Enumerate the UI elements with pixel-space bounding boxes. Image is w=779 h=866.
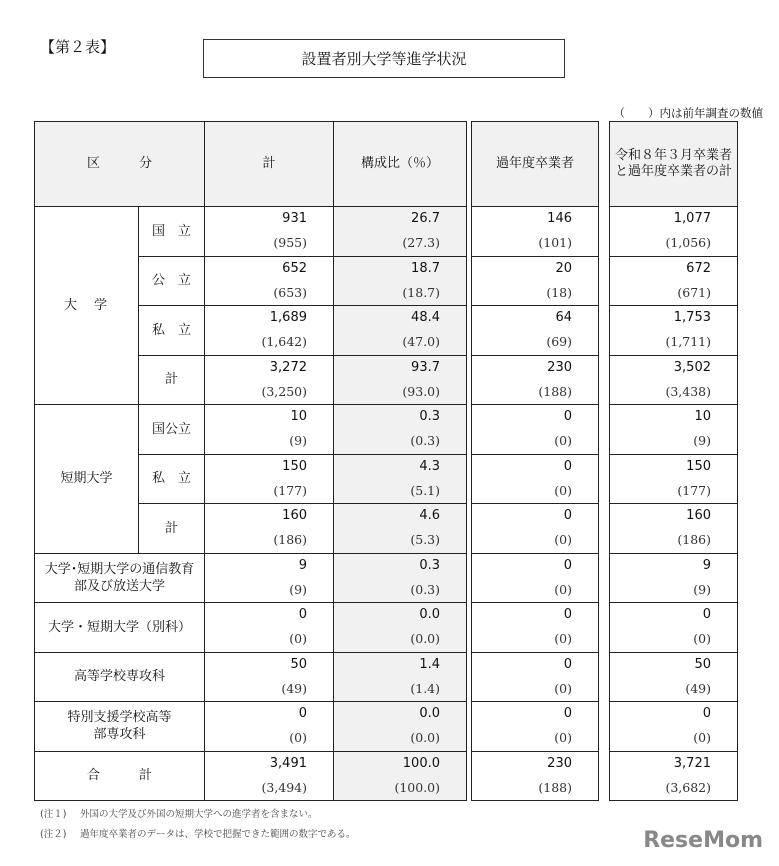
row-sublabel: 計	[139, 355, 205, 405]
cell-combined	[610, 702, 738, 752]
footnote-number: (注１)	[40, 809, 67, 820]
prev-value: (671)	[677, 284, 711, 300]
value: 160	[282, 508, 307, 524]
prev-value: (5.1)	[410, 482, 440, 498]
cell-combined	[610, 504, 738, 554]
value: 3,272	[269, 359, 307, 375]
cell-ratio	[334, 405, 467, 455]
value: 10	[694, 409, 711, 425]
cell-prev-grad	[472, 702, 599, 752]
prev-value: (0.3)	[410, 433, 440, 449]
table-row	[35, 207, 467, 257]
prev-value: (0)	[289, 631, 307, 647]
prev-value: (653)	[273, 284, 307, 300]
prev-value: (0)	[693, 730, 711, 746]
cell-total	[205, 256, 334, 306]
cell-ratio	[334, 256, 467, 306]
value: 3,721	[673, 755, 711, 771]
cell-ratio	[334, 454, 467, 504]
prev-value: (0)	[554, 433, 572, 449]
cell-prev-grad	[472, 553, 599, 603]
table-row-grand-total	[35, 751, 467, 801]
prev-value: (186)	[677, 532, 711, 548]
table-row	[35, 702, 467, 752]
prev-value: (0.0)	[410, 631, 440, 647]
previous-year-note: （ ）内は前年調査の数値	[613, 106, 763, 120]
resemom-logo: ReseMom	[643, 828, 763, 853]
cell-combined	[610, 652, 738, 702]
prev-value: (188)	[538, 383, 572, 399]
value: 1,077	[673, 211, 711, 227]
value: 0	[702, 706, 711, 722]
row-sublabel: 国公立	[139, 405, 205, 455]
cell-ratio	[334, 603, 467, 653]
value: 0.0	[419, 607, 440, 623]
cell-total	[205, 207, 334, 257]
row-label: 合 計	[35, 751, 205, 801]
header-total: 計	[205, 122, 334, 207]
value: 0	[298, 706, 307, 722]
cell-prev-grad	[472, 454, 599, 504]
prev-value: (3,438)	[665, 383, 711, 399]
cell-combined	[610, 454, 738, 504]
value: 18.7	[411, 260, 440, 276]
prev-value: (3,250)	[261, 383, 307, 399]
prev-value: (177)	[273, 482, 307, 498]
cell-total	[205, 702, 334, 752]
value: 0.3	[419, 557, 440, 573]
prev-value: (0)	[554, 631, 572, 647]
row-sublabel: 国 立	[139, 207, 205, 257]
prev-value: (955)	[273, 235, 307, 251]
value: 10	[290, 409, 307, 425]
value: 0	[563, 557, 572, 573]
value: 1,689	[269, 310, 307, 326]
cell-total	[205, 504, 334, 554]
cell-total	[205, 454, 334, 504]
prev-value: (47.0)	[402, 334, 440, 350]
footnote-text: 過年度卒業者のデータは、学校で把握できた範囲の数字である。	[80, 829, 356, 840]
value: 0	[298, 607, 307, 623]
prev-value: (100.0)	[394, 779, 440, 795]
cell-prev-grad	[472, 504, 599, 554]
prev-value: (49)	[685, 680, 711, 696]
prev-value: (5.3)	[410, 532, 440, 548]
footnotes	[40, 805, 356, 845]
value: 50	[694, 656, 711, 672]
prev-value: (0)	[554, 581, 572, 597]
value: 100.0	[402, 755, 440, 771]
cell-prev-grad	[472, 405, 599, 455]
prev-value: (18.7)	[402, 284, 440, 300]
cell-combined	[610, 256, 738, 306]
prev-value: (1,711)	[665, 334, 711, 350]
prev-value: (9)	[693, 581, 711, 597]
cell-combined	[610, 355, 738, 405]
table-row	[35, 405, 467, 455]
cell-prev-grad	[472, 652, 599, 702]
prev-value: (0)	[693, 631, 711, 647]
value: 48.4	[411, 310, 440, 326]
prev-value: (0)	[554, 532, 572, 548]
footnote	[40, 825, 356, 845]
prev-value: (101)	[538, 235, 572, 251]
cell-prev-grad	[472, 751, 599, 801]
prev-value: (1,642)	[261, 334, 307, 350]
value: 1,753	[673, 310, 711, 326]
value: 230	[547, 359, 572, 375]
prev-value: (9)	[289, 433, 307, 449]
prev-value: (49)	[281, 680, 307, 696]
value: 1.4	[419, 656, 440, 672]
combined-total-table	[609, 121, 738, 801]
prev-value: (0)	[554, 680, 572, 696]
cell-ratio	[334, 553, 467, 603]
row-label: 大学･短期大学の通信教育部及び放送大学	[35, 553, 205, 603]
row-sublabel: 計	[139, 504, 205, 554]
cell-combined	[610, 603, 738, 653]
row-sublabel: 公 立	[139, 256, 205, 306]
cell-total	[205, 306, 334, 356]
main-table	[34, 121, 467, 801]
table-number-label: 【第２表】	[40, 38, 116, 56]
cell-combined	[610, 207, 738, 257]
value: 50	[290, 656, 307, 672]
value: 146	[547, 211, 572, 227]
cell-prev-grad	[472, 603, 599, 653]
prev-value: (1,056)	[665, 235, 711, 251]
value: 0	[563, 508, 572, 524]
prev-value: (0.0)	[410, 730, 440, 746]
cell-total	[205, 405, 334, 455]
cell-ratio	[334, 306, 467, 356]
prev-value: (0)	[554, 730, 572, 746]
group-label-junior-college: 短期大学	[35, 405, 139, 554]
value: 3,502	[673, 359, 711, 375]
footnote-text: 外国の大学及び外国の短期大学への進学者を含まない。	[80, 809, 318, 820]
row-sublabel: 私 立	[139, 306, 205, 356]
cell-ratio	[334, 702, 467, 752]
value: 9	[702, 557, 711, 573]
value: 3,491	[269, 755, 307, 771]
cell-total	[205, 603, 334, 653]
prev-value: (3,494)	[261, 779, 307, 795]
cell-ratio	[334, 652, 467, 702]
table-row	[35, 652, 467, 702]
cell-ratio	[334, 751, 467, 801]
cell-combined	[610, 405, 738, 455]
value: 0	[563, 458, 572, 474]
value: 26.7	[411, 211, 440, 227]
prev-value: (3,682)	[665, 779, 711, 795]
group-label-university: 大 学	[35, 207, 139, 405]
value: 150	[282, 458, 307, 474]
prev-value: (18)	[546, 284, 572, 300]
value: 0.0	[419, 706, 440, 722]
prev-value: (0)	[554, 482, 572, 498]
prev-value: (27.3)	[402, 235, 440, 251]
cell-prev-grad	[472, 207, 599, 257]
value: 9	[298, 557, 307, 573]
value: 652	[282, 260, 307, 276]
table-row	[35, 553, 467, 603]
prev-value: (186)	[273, 532, 307, 548]
value: 0	[563, 607, 572, 623]
value: 0	[702, 607, 711, 623]
value: 230	[547, 755, 572, 771]
header-category: 区 分	[35, 122, 205, 207]
cell-ratio	[334, 355, 467, 405]
table-row	[35, 603, 467, 653]
prev-value: (0.3)	[410, 581, 440, 597]
header-ratio: 構成比（％）	[334, 122, 467, 207]
previous-graduates-table	[471, 121, 599, 801]
cell-total	[205, 652, 334, 702]
cell-total	[205, 751, 334, 801]
row-label: 高等学校専攻科	[35, 652, 205, 702]
header-previous-graduates: 過年度卒業者	[472, 122, 599, 207]
cell-combined	[610, 553, 738, 603]
value: 672	[686, 260, 711, 276]
prev-value: (9)	[693, 433, 711, 449]
value: 0	[563, 656, 572, 672]
value: 0.3	[419, 409, 440, 425]
prev-value: (9)	[289, 581, 307, 597]
value: 4.6	[419, 508, 440, 524]
cell-ratio	[334, 207, 467, 257]
value: 0	[563, 706, 572, 722]
footnote	[40, 805, 356, 825]
prev-value: (188)	[538, 779, 572, 795]
prev-value: (177)	[677, 482, 711, 498]
value: 93.7	[411, 359, 440, 375]
cell-total	[205, 355, 334, 405]
header-combined-total: 令和８年３月卒業者と過年度卒業者の計	[610, 122, 738, 207]
page-title: 設置者別大学等進学状況	[203, 39, 565, 78]
footnote-number: (注２)	[40, 829, 67, 840]
cell-ratio	[334, 504, 467, 554]
value: 0	[563, 409, 572, 425]
value: 160	[686, 508, 711, 524]
row-label: 特別支援学校高等部専攻科	[35, 702, 205, 752]
value: 931	[282, 211, 307, 227]
cell-combined	[610, 306, 738, 356]
prev-value: (93.0)	[402, 383, 440, 399]
cell-prev-grad	[472, 355, 599, 405]
value: 64	[555, 310, 572, 326]
row-label: 大学・短期大学（別科）	[35, 603, 205, 653]
value: 20	[555, 260, 572, 276]
row-sublabel: 私 立	[139, 454, 205, 504]
prev-value: (0)	[289, 730, 307, 746]
value: 4.3	[419, 458, 440, 474]
cell-prev-grad	[472, 256, 599, 306]
prev-value: (1.4)	[410, 680, 440, 696]
value: 150	[686, 458, 711, 474]
cell-combined	[610, 751, 738, 801]
cell-prev-grad	[472, 306, 599, 356]
cell-total	[205, 553, 334, 603]
prev-value: (69)	[546, 334, 572, 350]
